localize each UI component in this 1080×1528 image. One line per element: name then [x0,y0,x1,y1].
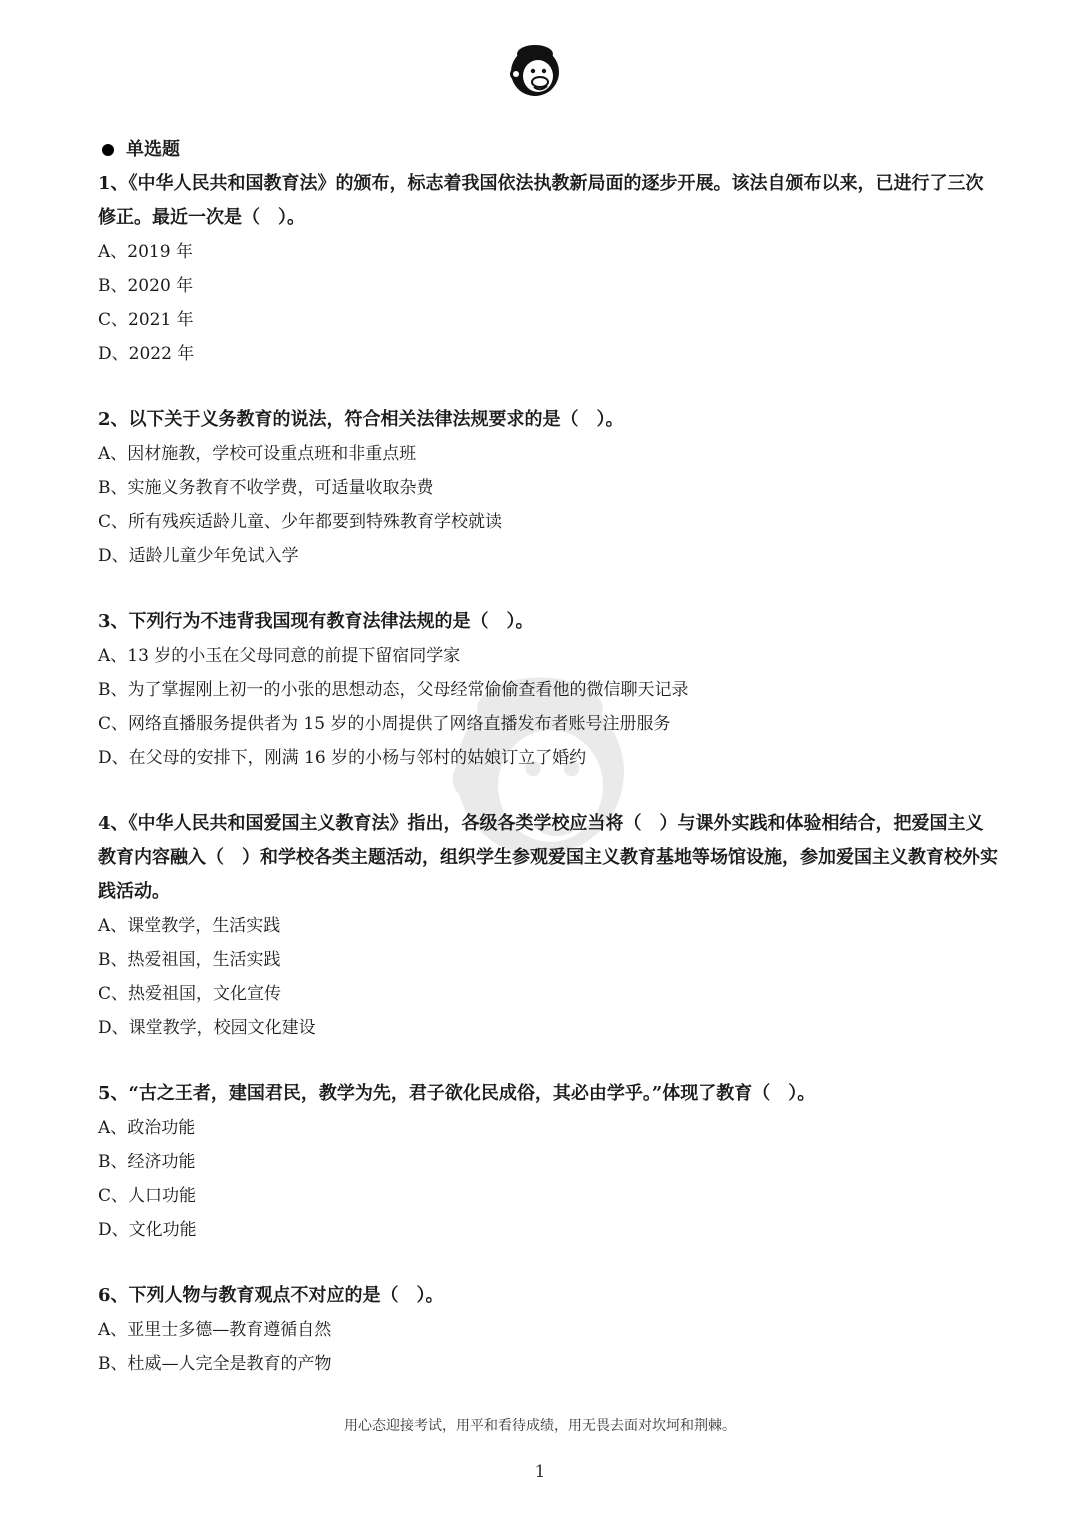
option-b: B、经济功能 [98,1152,196,1172]
question-3 [98,605,998,775]
question-1 [98,167,998,371]
section-title: 单选题 [126,139,180,160]
exam-content [98,133,998,1413]
option-b: B、杜威—人完全是教育的产物 [98,1354,332,1374]
question-2 [98,403,998,573]
question-6 [98,1279,998,1381]
option-c: C、网络直播服务提供者为 15 岁的小周提供了网络直播发布者账号注册服务 [98,714,671,734]
option-d: D、在父母的安排下，刚满 16 岁的小杨与邻村的姑娘订立了婚约 [98,748,587,768]
page-number: 1 [534,1462,546,1482]
option-d: D、适龄儿童少年免试入学 [98,546,299,566]
monkey-mascot-icon [505,40,565,100]
question-text: 5、“古之王者，建国君民，教学为先，君子欲化民成俗，其必由学乎。”体现了教育（ ）。 [98,1083,816,1104]
option-a: A、13 岁的小玉在父母同意的前提下留宿同学家 [98,646,461,666]
bullet-icon [102,144,114,156]
option-a: A、亚里士多德—教育遵循自然 [98,1320,332,1340]
question-text: 6、下列人物与教育观点不对应的是（ ）。 [98,1285,444,1306]
option-a: A、因材施教，学校可设重点班和非重点班 [98,444,417,464]
option-b: B、为了掌握刚上初一的小张的思想动态，父母经常偷偷查看他的微信聊天记录 [98,680,689,700]
question-text: 3、下列行为不违背我国现有教育法律法规的是（ ）。 [98,611,534,632]
question-text: 4、《中华人民共和国爱国主义教育法》指出，各级各类学校应当将（ ）与课外实践和体验相结合，把爱国主义教育内容融入（ ）和学校各类主题活动，组织学生参观爱国主义教育基地等场馆设施，参加爱国主义教育校外实践活动。 [98,813,998,902]
footer-motto: 用心态迎接考试，用平和看待成绩，用无畏去面对坎坷和荆棘。 [344,1418,736,1434]
question-text: 2、以下关于义务教育的说法，符合相关法律法规要求的是（ ）。 [98,409,624,430]
option-b: B、2020 年 [98,276,194,296]
option-d: D、文化功能 [98,1220,197,1240]
option-c: C、2021 年 [98,310,194,330]
option-a: A、政治功能 [98,1118,196,1138]
option-b: B、热爱祖国，生活实践 [98,950,281,970]
option-a: A、2019 年 [98,242,193,262]
question-list [98,167,998,1381]
option-b: B、实施义务教育不收学费，可适量收取杂费 [98,478,434,498]
option-c: C、所有残疾适龄儿童、少年都要到特殊教育学校就读 [98,512,503,532]
option-a: A、课堂教学，生活实践 [98,916,281,936]
question-text: 1、《中华人民共和国教育法》的颁布，标志着我国依法执教新局面的逐步开展。该法自颁布以来，已进行了三次修正。最近一次是（ ）。 [98,173,984,228]
option-c: C、热爱祖国，文化宣传 [98,984,282,1004]
section-heading [98,133,998,167]
option-d: D、课堂教学，校园文化建设 [98,1018,316,1038]
option-c: C、人口功能 [98,1186,197,1206]
question-5 [98,1077,998,1247]
question-4 [98,807,998,1045]
option-d: D、2022 年 [98,344,195,364]
